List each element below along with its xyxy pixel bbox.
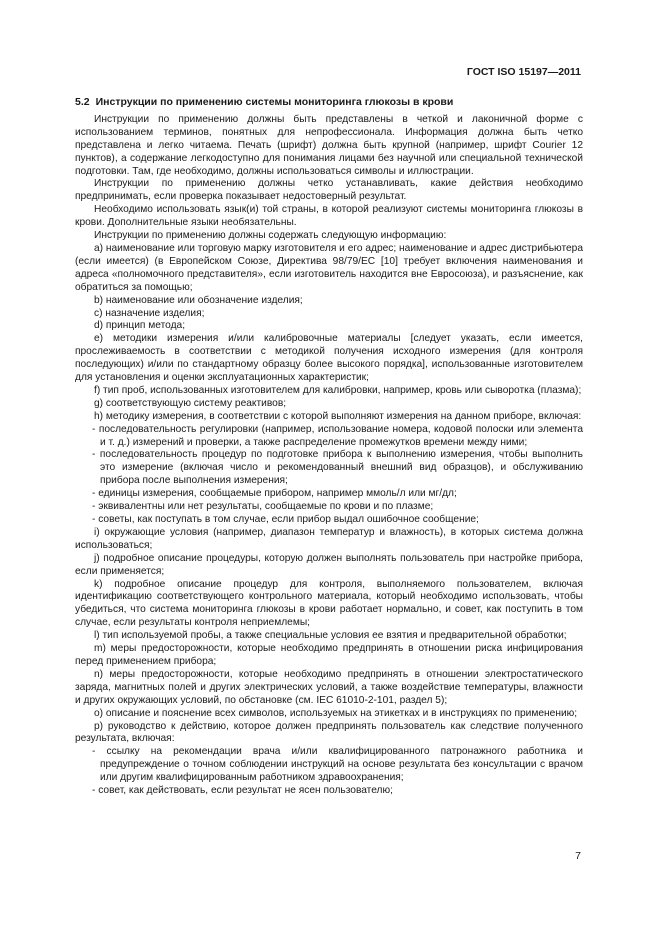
list-item-e: e) методики измерения и/или калибровочные материалы [следует указать, если имеется, прослеживаемость в соответствии с методикой получения исходного измерения (для контроля последующих) и/или по стандартному образцу более высокого порядка], использованные изготовителем для установления и оценки эксплуатационных характеристик; [75,333,583,384]
dash-item: - ссылку на рекомендации врача и/или квалифицированного патронажного работника и предупреждение о точном соблюдении инструкций на основе результата без консультации с врачом или другим квалифицированным работником здравоохранения; [92,746,583,784]
list-item-a: a) наименование или торговую марку изготовителя и его адрес; наименование и адрес дистрибьютера (если имеется) (в Европейском Союзе, Директива 98/79/ЕС [10] требует включения наименования и адреса «полномочного представителя», если изготовитель находится вне Евросоюза), и разъяснение, как обратиться за помощью; [75,242,584,293]
paragraph: Инструкции по применению должны содержать следующую информацию: [94,230,447,242]
page-content [75,96,583,798]
paragraph: Необходимо использовать язык(и) той страны, в которой реализуют системы мониторинга глюкозы в крови. Дополнительные языки необязательны. [75,204,583,229]
dash-item: - единицы измерения, сообщаемые прибором, например ммоль/л или мг/дл; [92,488,457,500]
list-item-c: c) назначение изделия; [94,307,205,319]
list-item-p: p) руководство к действию, которое должен предпринять пользователь как следствие полученного результата, включая: [75,720,583,745]
page-number: 7 [575,850,581,862]
list-item-f: f) тип проб, использованных изготовителем для калибровки, например, кровь или сыворотка (плазма); [94,384,582,396]
standard-header: ГОСТ ISO 15197—2011 [466,66,581,78]
paragraph: Инструкции по применению должны четко устанавливать, какие действия необходимо предпринимать, если проверка показывает недостоверный результат. [75,178,583,203]
list-item-g: g) соответствующую систему реактивов; [94,397,287,409]
list-item-o: o) описание и пояснение всех символов, используемых на этикетках и в инструкциях по применению; [94,707,578,719]
section-title: Инструкции по применению системы мониторинга глюкозы в крови [95,96,454,108]
dash-item: - последовательность процедур по подготовке прибора к выполнению измерения, чтобы выполнить это измерение (включая число и рекомендованный внешний вид образцов), и обслуживанию прибора после выполнения измерения; [92,449,583,487]
list-item-n: n) меры предосторожности, которые необходимо предпринять в отношении электростатического заряда, магнитных полей и других электрических условий, а также воздействие температуры, влажности и других окружающих условий, по обстановке (см. IEC 61010-2-101, раздел 5); [75,668,583,706]
list-item-d: d) принцип метода; [94,320,186,332]
list-item-k: k) подробное описание процедур для контроля, выполняемого пользователем, включая идентификацию соответствующего контрольного материала, который необходимо использовать, чтобы убедиться, что система мониторинга глюкозы в крови работает нормально, и совет, как поступить в том случае, если результаты контроля неприемлемы; [75,578,583,629]
dash-item: - совет, как действовать, если результат не ясен пользователю; [92,785,393,797]
dash-item: - последовательность регулировки (например, использование номера, кодовой полоски или элемента и т. д.) измерений и проверки, а также распределение промежутков времени между ними; [92,423,583,448]
list-item-h: h) методику измерения, в соответствии с которой выполняют измерения на данном приборе, включая: [94,410,582,422]
section-number: 5.2 [75,96,90,108]
paragraph: Инструкции по применению должны быть представлены в четкой и лаконичной форме с использованием терминов, понятных для непрофессионала. Информация должна быть четко представлена и легко читаема. Печать (шрифт) должна быть крупной (например, шрифт Courier 12 пунктов), а содержание легкодоступно для понимания лицами без научной или специальной технической подготовки. Там, где необходимо, должны использоваться символы и иллюстрации. [75,113,583,177]
list-item-j: j) подробное описание процедуры, которую должен выполнять пользователь при настройке прибора, если применяется; [75,552,583,577]
list-item-m: m) меры предосторожности, которые необходимо предпринять в отношении риска инфицирования перед применением прибора; [75,643,583,667]
dash-item: - эквивалентны или нет результаты, сообщаемые по крови и по плазме; [92,501,434,513]
dash-item: - советы, как поступать в том случае, если прибор выдал ошибочное сообщение; [92,514,479,525]
list-item-b: b) наименование или обозначение изделия; [94,294,303,306]
list-item-l: l) тип используемой пробы, а также специальные условия ее взятия и предварительной обработки; [94,630,567,642]
section-heading [75,96,583,109]
list-item-i: i) окружающие условия (например, диапазон температур и влажность), в которых система должна использоваться; [75,526,583,551]
